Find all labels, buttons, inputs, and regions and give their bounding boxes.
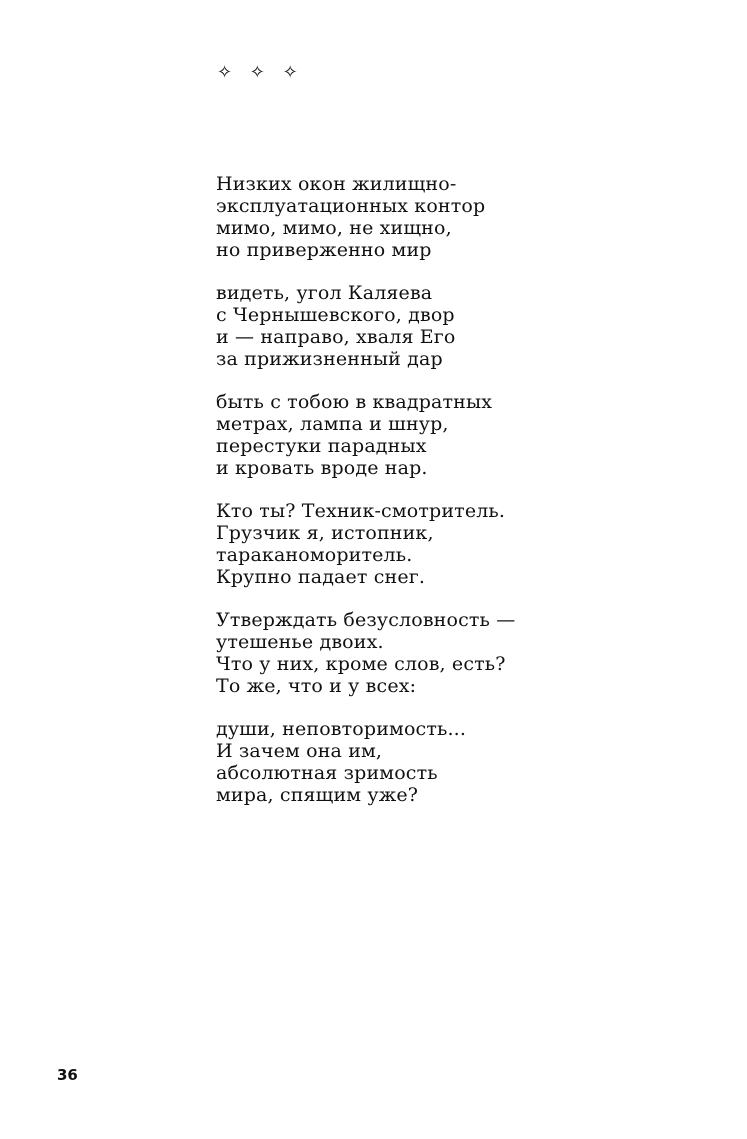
poem-line: абсолютная зримость [216,762,438,784]
page-number: 36 [57,1066,78,1084]
stanza-4 [216,500,636,588]
poem-line: за прижизненный дар [216,348,443,370]
poem-line: метрах, лампа и шнур, [216,413,449,435]
poem-line: видеть, угол Каляева [216,282,433,304]
poem-line: То же, что и у всех: [216,675,417,697]
poem-line: но приверженно мир [216,239,432,261]
poem-line: Низких окон жилищно- [216,173,457,195]
poem-line: Кто ты? Техник-смотритель. [216,500,506,522]
poem-line: Грузчик я, истопник, [216,522,434,544]
stanza-1 [216,173,636,261]
poem-line: и — направо, хваля Его [216,326,456,348]
poem-line: Утверждать безусловность — [216,609,516,631]
poem-line: утешенье двоих. [216,631,384,653]
stanza-6 [216,718,636,806]
stanza-5 [216,609,636,697]
poem-line: эксплуатационных контор [216,195,486,217]
poem-line: и кровать вроде нар. [216,457,428,479]
poem-line: И зачем она им, [216,740,383,762]
poem-line: с Чернышевского, двор [216,304,455,326]
poem-line: души, неповторимость... [216,718,467,740]
ornament-asterisks: ✧ ✧ ✧ [217,62,304,83]
stanza-2 [216,282,636,370]
poem-line: Что у них, кроме слов, есть? [216,653,506,675]
poem-line: быть с тобою в квадратных [216,391,493,413]
poem-line: перестуки парадных [216,435,427,457]
poem-line: мимо, мимо, не хищно, [216,217,452,239]
poem-line: тараканоморитель. [216,544,413,566]
poem [216,173,636,827]
stanza-3 [216,391,636,479]
poem-line: Крупно падает снег. [216,566,426,588]
poem-line: мира, спящим уже? [216,784,419,806]
